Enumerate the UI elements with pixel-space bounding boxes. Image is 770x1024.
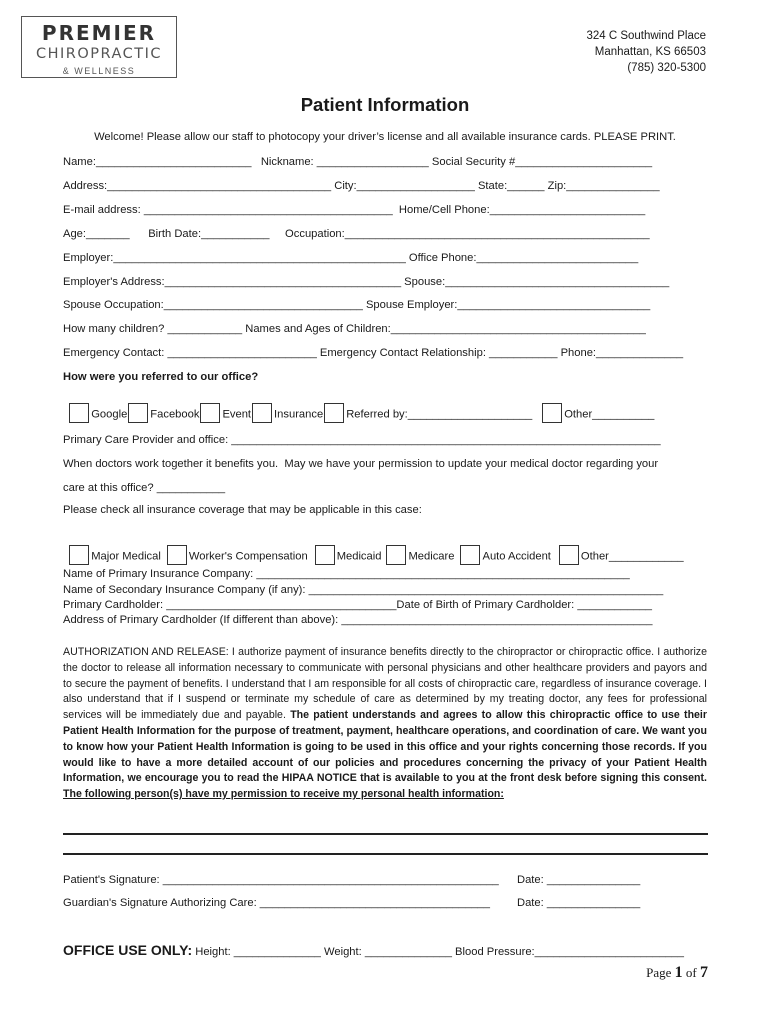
checkbox-workers-comp[interactable] — [167, 545, 187, 565]
page-current: 1 — [674, 964, 683, 981]
guardian-date-row[interactable]: Date: _______________ — [517, 897, 641, 909]
insurance-options — [63, 536, 684, 565]
checkbox-other-insurance[interactable] — [559, 545, 579, 565]
option-facebook: Facebook — [150, 408, 200, 421]
checkbox-event[interactable] — [200, 403, 220, 423]
office-use-row — [63, 942, 684, 958]
secondary-insurance-row[interactable]: Name of Secondary Insurance Company (if any): _________________________________________________________ — [63, 584, 664, 596]
logo-line-1: PREMIER — [41, 21, 157, 45]
authorized-person-line-1[interactable] — [63, 833, 708, 835]
address-row[interactable]: Address:____________________________________ City:___________________ State:______ Zip:_______________ — [63, 180, 660, 192]
checkbox-major-medical[interactable] — [69, 545, 89, 565]
checkbox-auto-accident[interactable] — [460, 545, 480, 565]
authorized-person-line-2[interactable] — [63, 853, 708, 855]
option-medicaid: Medicaid — [336, 550, 382, 563]
pcp-row[interactable]: Primary Care Provider and office: _____________________________________________________________________ — [63, 434, 661, 446]
checkbox-google[interactable] — [69, 403, 89, 423]
option-other-insurance[interactable]: Other____________ — [580, 550, 684, 563]
patient-signature-row[interactable]: Patient's Signature: ______________________________________________________ — [63, 874, 499, 886]
authorization-bold: The patient understands and agrees to allow this chiropractic office to use their Patient Health Information for the purpose of treatment, payment, healthcare operations, and coordination of care. We want you to know how your Patient Health Information is going to be used in this office and your rights concerning those records. If you would like to have a more detailed account of our policies and procedures concerning the privacy of your Patient Health Information, we encourage you to read the HIPAA NOTICE that is available to you at the front desk before signing this consent. — [63, 709, 707, 785]
option-other-referral[interactable]: Other__________ — [564, 408, 655, 421]
age-row[interactable]: Age:_______ Birth Date:___________ Occupation:_________________________________________________ — [63, 228, 650, 240]
authorization-normal: AUTHORIZATION AND RELEASE: I authorize payment of insurance benefits directly to the chiropractor or chiropractic office. I authorize the doctor to release all information necessary to communicate with personal physicians and other healthcare providers and payors and to secure the payment of benefits. I understand that I am responsible for all costs of chiropractic care, regardless of insurance coverage. I also understand that if I suspend or terminate my schedule of care as determined by my treating doctor, any fees for professional services will be immediately due and payable. — [63, 646, 707, 722]
address-city: Manhattan, KS 66503 — [594, 46, 706, 58]
cardholder-row[interactable]: Primary Cardholder: _____________________________________Date of Birth of Primary Cardholder: ____________ — [63, 599, 653, 611]
emergency-row[interactable]: Emergency Contact: ________________________ Emergency Contact Relationship: ___________ Phone:______________ — [63, 347, 684, 359]
option-google: Google — [91, 408, 128, 421]
page-of: of — [682, 965, 700, 980]
office-use-label: OFFICE USE ONLY: — [63, 942, 193, 958]
cardholder-address-row[interactable]: Address of Primary Cardholder (If different than above): __________________________________________________ — [63, 614, 653, 626]
address-phone: (785) 320-5300 — [627, 62, 706, 74]
email-row[interactable]: E-mail address: ________________________________________ Home/Cell Phone:_________________________ — [63, 204, 646, 216]
option-insurance: Insurance — [274, 408, 324, 421]
welcome-text: Welcome! Please allow our staff to photocopy your driver’s license and all available insurance cards. PLEASE PRINT. — [94, 131, 676, 143]
checkbox-insurance[interactable] — [252, 403, 272, 423]
employer-address-row[interactable]: Employer's Address:______________________________________ Spouse:____________________________________ — [63, 276, 670, 288]
referral-question: How were you referred to our office? — [63, 371, 259, 383]
primary-insurance-row[interactable]: Name of Primary Insurance Company: ____________________________________________________________ — [63, 568, 630, 580]
logo-line-3: & WELLNESS — [59, 66, 140, 76]
office-use-fields[interactable]: Height: ______________ Weight: ______________ Blood Pressure:________________________ — [192, 946, 684, 958]
name-row[interactable]: Name:_________________________ Nickname: __________________ Social Security #______________________ — [63, 156, 653, 168]
address-street: 324 C Southwind Place — [586, 30, 706, 42]
referral-options — [63, 394, 654, 423]
option-workers-comp: Worker's Compensation — [188, 550, 308, 563]
clinic-logo — [21, 16, 177, 78]
guardian-signature-row[interactable]: Guardian's Signature Authorizing Care: _____________________________________ — [63, 897, 490, 909]
clinic-address — [586, 28, 706, 76]
children-row[interactable]: How many children? ____________ Names and Ages of Children:_________________________________________ — [63, 323, 646, 335]
option-event: Event — [222, 408, 252, 421]
doctors-text-2[interactable]: care at this office? ___________ — [63, 482, 226, 494]
page-total: 7 — [700, 964, 708, 981]
checkbox-other-referral[interactable] — [542, 403, 562, 423]
authorization-text — [63, 645, 707, 803]
page-number — [646, 964, 708, 982]
page-title: Patient Information — [300, 94, 470, 115]
spouse-row[interactable]: Spouse Occupation:________________________________ Spouse Employer:_______________________________ — [63, 299, 651, 311]
checkbox-referred-by[interactable] — [324, 403, 344, 423]
insurance-prompt: Please check all insurance coverage that may be applicable in this case: — [63, 504, 422, 516]
page-prefix: Page — [646, 965, 675, 980]
option-auto-accident: Auto Accident — [482, 550, 551, 563]
checkbox-medicaid[interactable] — [315, 545, 335, 565]
option-referred-by[interactable]: Referred by:____________________ — [346, 408, 533, 421]
authorization-underlined: The following person(s) have my permission to receive my personal health information: — [63, 788, 504, 801]
employer-row[interactable]: Employer:_______________________________________________ Office Phone:__________________________ — [63, 252, 639, 264]
option-major-medical: Major Medical — [91, 550, 161, 563]
logo-line-2: CHIROPRACTIC — [35, 46, 163, 62]
doctors-text-1: When doctors work together it benefits you. May we have your permission to update your medical doctor regarding your — [63, 458, 659, 470]
patient-date-row[interactable]: Date: _______________ — [517, 874, 641, 886]
checkbox-medicare[interactable] — [386, 545, 406, 565]
checkbox-facebook[interactable] — [128, 403, 148, 423]
option-medicare: Medicare — [408, 550, 455, 563]
